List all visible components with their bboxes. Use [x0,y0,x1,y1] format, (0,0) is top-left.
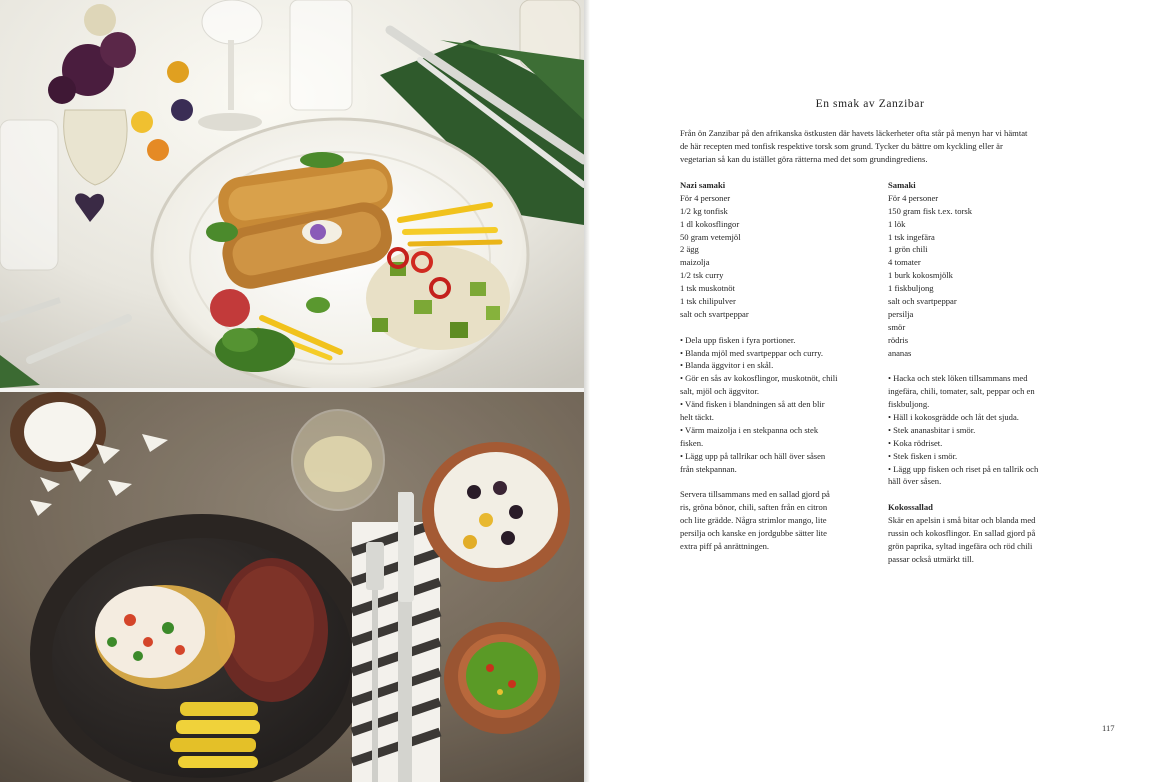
recipe-nazi-samaki [680,179,868,553]
step-line: • Blanda mjöl med svartpeppar och curry. [680,347,824,358]
step-line: helt täckt. [680,412,714,423]
step-line: • Koka rödriset. [888,437,943,448]
ingredient-line: 2 ägg [680,244,699,255]
step-line: • Häll i kokosgrädde och låt det sjuda. [888,412,1019,423]
serving-line: ris, gröna bönor, chili, saften från en citron [680,502,828,513]
step-line: fisken. [680,437,704,448]
spacer [888,359,1073,372]
step-line: • Lägg upp fisken och riset på en tallrik och [888,463,1039,474]
spacer [680,321,868,334]
ingredient-line: 1 tsk muskotnöt [680,283,735,294]
step-line: ingefära, chili, tomater, salt, peppar och en [888,386,1035,397]
ingredient-line: salt och svartpeppar [888,296,957,307]
salad-heading: Kokossallad [888,502,933,513]
intro-line: de här recepten med tonfisk respektive torsk som grund. Tycker du bättre om kyckling eller är [680,140,1003,151]
ingredient-line: 50 gram vetemjöl [680,231,741,242]
ingredient-line: persilja [888,308,914,319]
ingredient-line: smör [888,321,906,332]
recipe-samaki [888,179,1073,566]
ingredient-line: maizolja [680,257,710,268]
step-line: • Stek fisken i smör. [888,450,958,461]
ingredient-line: 1 lök [888,218,906,229]
photo-samaki [0,392,584,782]
serving-line: och lite grädde. Några strimlor mango, lite [680,515,827,526]
salad-line: passar också utmärkt till. [888,553,974,564]
book-spine [584,0,590,782]
ingredient-line: 150 gram fisk t.ex. torsk [888,205,973,216]
step-line: • Gör en sås av kokosflingor, muskotnöt, chili [680,373,838,384]
recipe-heading: Samaki [888,180,916,190]
ingredient-line: ananas [888,347,912,358]
ingredient-line: 1 tsk chilipulver [680,296,736,307]
step-line: • Blanda äggvitor i en skål. [680,360,774,371]
ingredient-line: salt och svartpeppar [680,308,749,319]
ingredient-line: För 4 personer [680,192,731,203]
ingredient-line: 1/2 kg tonfisk [680,205,728,216]
step-line: • Stek ananasbitar i smör. [888,424,976,435]
salad-line: grön paprika, syltad ingefära och röd chili [888,540,1033,551]
step-line: • Dela upp fisken i fyra portioner. [680,334,796,345]
spacer [888,488,1073,501]
ingredient-line: 1/2 tsk curry [680,270,724,281]
step-line: fiskbuljong. [888,399,930,410]
photo-nazi-samaki [0,0,584,388]
serving-line: Servera tillsammans med en sallad gjord på [680,489,830,500]
salad-line: Skär en apelsin i små bitar och blanda med [888,515,1036,526]
page-number: 117 [1102,723,1115,733]
intro-paragraph [680,127,1070,166]
intro-line: Från ön Zanzibar på den afrikanska östkusten där havets läckerheter ofta står på menyn har vi hämtat [680,128,1028,138]
step-line: salt, mjöl och äggvitor. [680,386,760,397]
ingredient-line: För 4 personer [888,192,939,203]
serving-line: persilja och kanske en jordgubbe sätter lite [680,528,828,539]
ingredient-line: 1 fiskbuljong [888,283,934,294]
ingredient-line: 1 burk kokosmjölk [888,270,953,281]
step-line: • Lägg upp på tallrikar och häll över såsen [680,450,826,461]
ingredient-line: 1 tsk ingefära [888,231,935,242]
serving-line: extra piff på anrättningen. [680,540,770,551]
step-line: häll över såsen. [888,476,942,487]
salad-line: russin och kokosflingor. En sallad gjord på [888,528,1036,539]
recipe-heading: Nazi samaki [680,180,726,190]
intro-line: vegetarian så kan du istället göra rätterna med det som grundingrediens. [680,153,928,164]
step-line: • Vänd fisken i blandningen så att den blir [680,399,825,410]
page-title: En smak av Zanzibar [815,98,925,110]
ingredient-line: 4 tomater [888,257,921,268]
spacer [680,475,868,488]
ingredient-line: 1 grön chili [888,244,928,255]
ingredient-line: rödris [888,334,909,345]
step-line: • Hacka och stek löken tillsammans med [888,373,1028,384]
step-line: • Värm maizolja i en stekpanna och stek [680,424,819,435]
step-line: från stekpannan. [680,463,737,474]
ingredient-line: 1 dl kokosflingor [680,218,740,229]
